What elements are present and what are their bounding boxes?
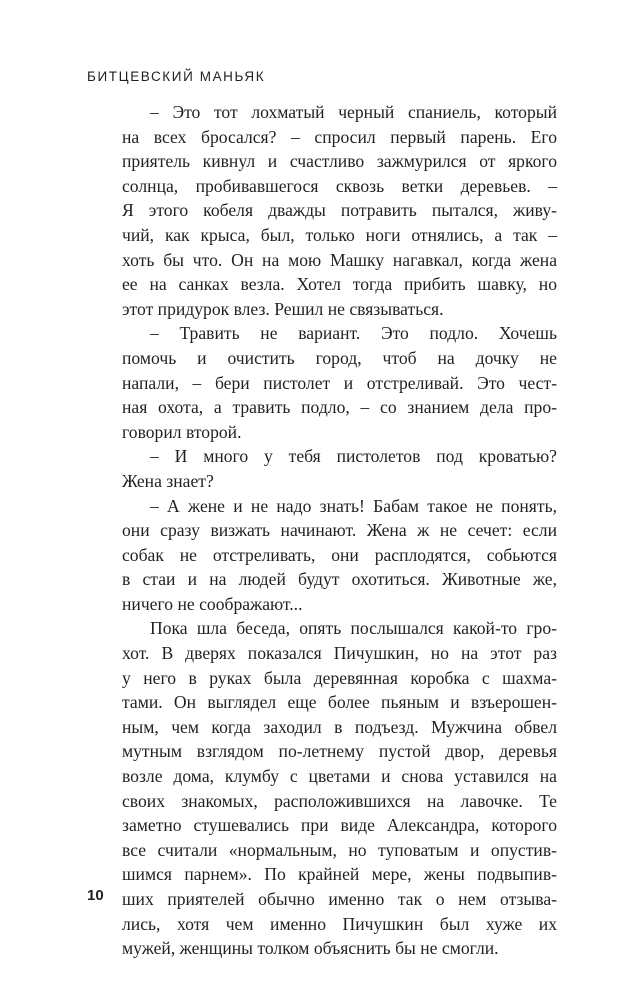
text-line: возле дома, клумбу с цветами и снова уставился на — [122, 766, 557, 787]
text-line: солнца, пробивавшегося сквозь ветки деревьев. – — [122, 175, 557, 196]
text-line: чий, как крыса, был, только ноги отнялись, а так – — [122, 224, 557, 245]
text-line: мутным взглядом по-летнему пустой двор, деревья — [122, 741, 557, 762]
text-line: помочь и очистить город, чтоб на дочку не — [122, 347, 557, 368]
text-line: мужей, женщины толком объяснить бы не смогли. — [122, 938, 499, 959]
text-line: шимся парнем». По крайней мере, жены подвыпив- — [122, 864, 557, 885]
text-line: собак не отстреливать, они расплодятся, собьются — [122, 544, 557, 565]
text-line: Жена знает? — [122, 470, 214, 491]
text-line: – Это тот лохматый черный спаниель, который — [150, 102, 557, 122]
text-line: Я этого кобеля дважды потравить пытался, живу- — [122, 200, 557, 221]
text-line: ничего не соображают... — [122, 593, 303, 614]
text-line: – Травить не вариант. Это подло. Хочешь — [150, 323, 557, 344]
body-text — [122, 100, 557, 961]
text-line: тами. Он выглядел еще более пьяным и взъерошен- — [122, 692, 557, 713]
text-line: на всех бросался? – спросил первый парень. Его — [122, 126, 557, 147]
text-line: Пока шла беседа, опять послышался какой-то гро- — [150, 618, 557, 639]
text-line: лись, хотя чем именно Пичушкин был хуже их — [122, 913, 557, 934]
text-line: – И много у тебя пистолетов под кроватью? — [150, 446, 557, 467]
text-line: хоть бы что. Он на мою Машку нагавкал, когда жена — [122, 249, 557, 270]
text-line: своих знакомых, расположившихся на лавочке. Те — [122, 790, 557, 811]
text-line: ее на санках везла. Хотел тогда прибить шавку, но — [122, 274, 557, 295]
text-line: хот. В дверях показался Пичушкин, но на этот раз — [122, 643, 557, 664]
text-line: говорил второй. — [122, 421, 242, 442]
text-line: в стаи и на людей будут охотиться. Животные же, — [122, 569, 557, 590]
text-line: приятель кивнул и счастливо зажмурился от яркого — [122, 151, 557, 172]
text-line: – А жене и не надо знать! Бабам такое не понять, — [150, 495, 557, 516]
page-number: 10 — [87, 887, 104, 904]
text-line: заметно стушевались при виде Александра, которого — [122, 815, 557, 836]
text-line: ным, чем когда заходил в подъезд. Мужчина обвел — [122, 716, 557, 737]
running-head: БИТЦЕВСКИЙ МАНЬЯК — [87, 69, 266, 84]
text-line: напали, – бери пистолет и отстреливай. Это чест- — [122, 372, 557, 393]
text-line: этот придурок влез. Решил не связываться. — [122, 298, 444, 319]
text-line: ная охота, а травить подло, – со знанием дела про- — [122, 397, 557, 418]
text-line: все считали «нормальным, но туповатым и опустив- — [122, 839, 557, 860]
text-line: они сразу визжать начинают. Жена ж не сечет: если — [122, 520, 557, 541]
text-line: ших приятелей обычно именно так о нем отзыва- — [122, 889, 557, 909]
text-line: у него в руках была деревянная коробка с шахма- — [122, 667, 557, 688]
